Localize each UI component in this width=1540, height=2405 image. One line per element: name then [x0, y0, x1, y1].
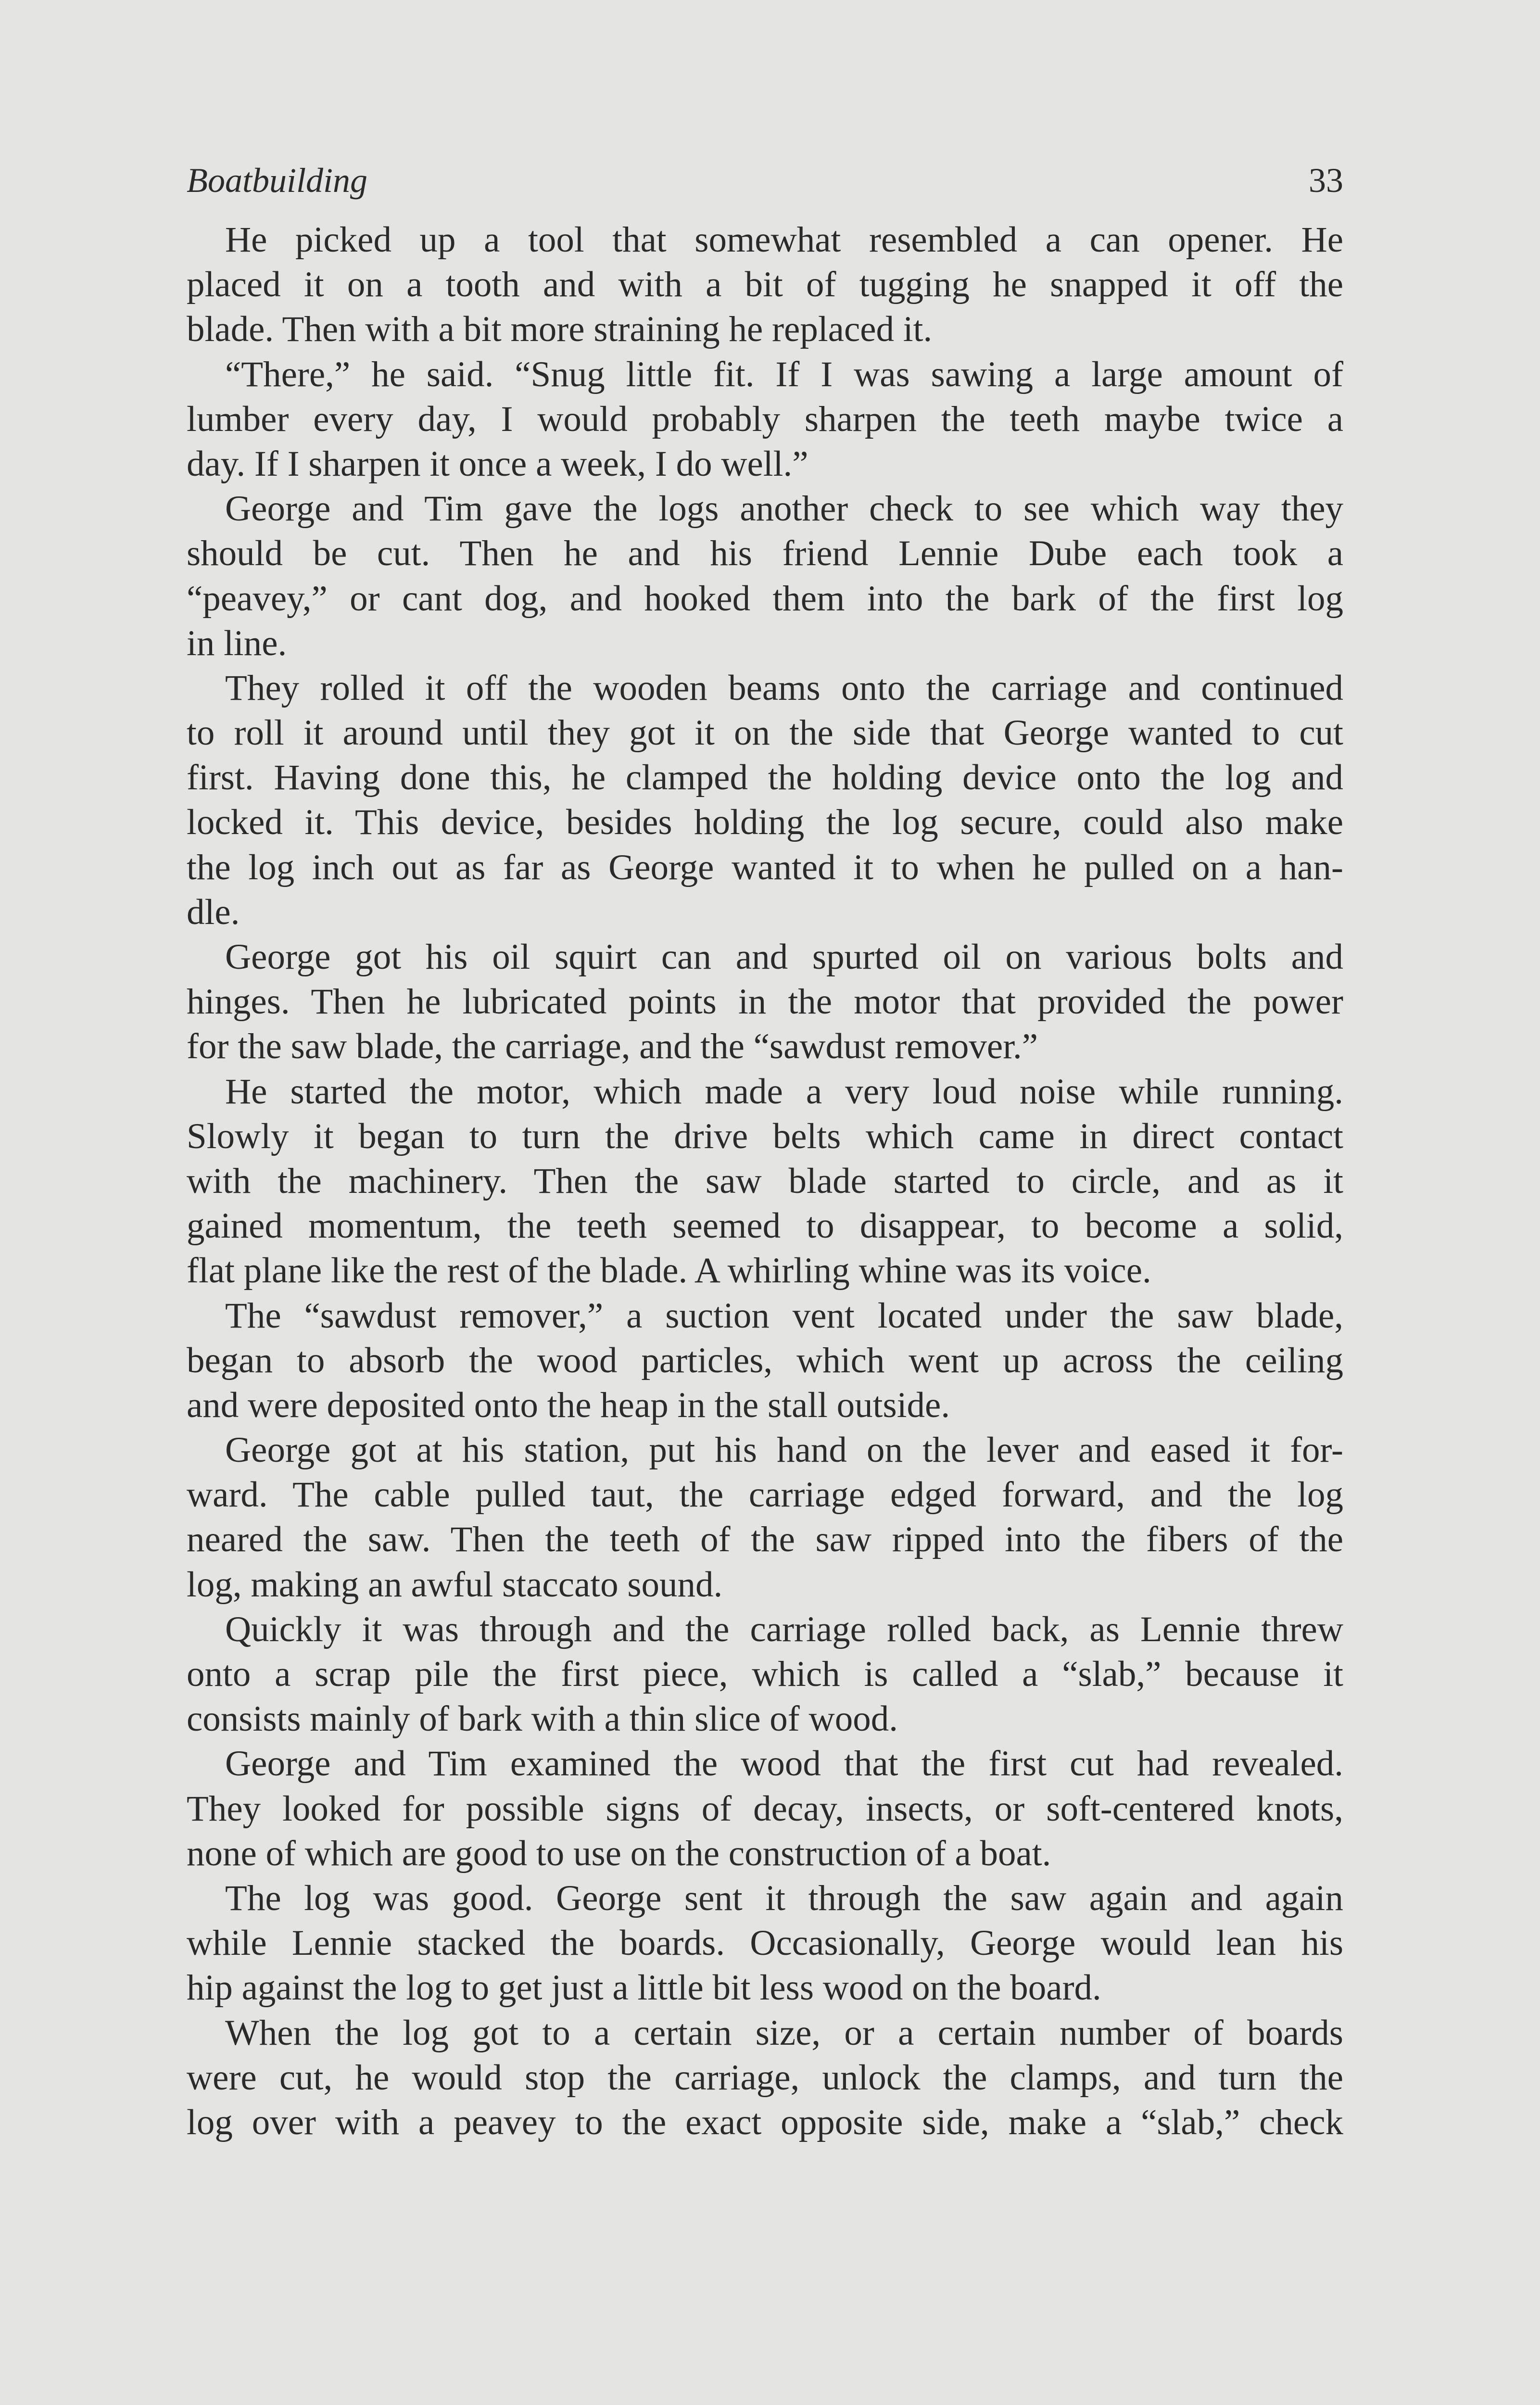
text-line: locked it. This device, besides holding the log secure, could also make: [187, 802, 1343, 843]
running-title: Boatbuilding: [187, 161, 367, 200]
text-line: The “sawdust remover,” a suction vent located under the saw blade,: [225, 1295, 1343, 1336]
text-line: The log was good. George sent it through the saw again and again: [225, 1878, 1343, 1918]
running-header: [187, 159, 1343, 202]
text-line: “There,” he said. “Snug little fit. If I was sawing a large amount of: [225, 354, 1343, 394]
text-line: blade. Then with a bit more straining he replaced it.: [187, 309, 933, 350]
text-line: in line.: [187, 623, 287, 663]
text-line: ward. The cable pulled taut, the carriage edged forward, and the log: [187, 1475, 1343, 1515]
page-number: 33: [1309, 161, 1343, 200]
text-line: log over with a peavey to the exact opposite side, make a “slab,” check: [187, 2102, 1343, 2142]
text-line: first. Having done this, he clamped the holding device onto the log and: [187, 758, 1343, 798]
text-line: dle.: [187, 892, 240, 932]
text-line: flat plane like the rest of the blade. A whirling whine was its voice.: [187, 1251, 1151, 1291]
text-line: placed it on a tooth and with a bit of tugging he snapped it off the: [187, 265, 1343, 305]
text-line: neared the saw. Then the teeth of the saw ripped into the fibers of the: [187, 1519, 1343, 1560]
text-line: log, making an awful staccato sound.: [187, 1564, 723, 1605]
text-line: day. If I sharpen it once a week, I do well.”: [187, 443, 808, 484]
text-line: He started the motor, which made a very loud noise while running.: [225, 1071, 1343, 1112]
text-line: while Lennie stacked the boards. Occasionally, George would lean his: [187, 1923, 1343, 1963]
text-line: should be cut. Then he and his friend Lennie Dube each took a: [187, 533, 1343, 574]
text-line: “peavey,” or cant dog, and hooked them into the bark of the first log: [187, 578, 1343, 619]
text-line: They rolled it off the wooden beams onto the carriage and continued: [225, 668, 1343, 708]
text-line: Quickly it was through and the carriage rolled back, as Lennie threw: [225, 1609, 1343, 1649]
text-line: lumber every day, I would probably sharpen the teeth maybe twice a: [187, 399, 1343, 439]
text-line: George and Tim gave the logs another check to see which way they: [225, 489, 1343, 529]
text-line: and were deposited onto the heap in the stall outside.: [187, 1385, 950, 1425]
text-line: George got at his station, put his hand on the lever and eased it for-: [225, 1430, 1343, 1470]
text-line: Slowly it began to turn the drive belts which came in direct contact: [187, 1116, 1343, 1156]
text-line: They looked for possible signs of decay, insects, or soft-centered knots,: [187, 1788, 1343, 1829]
text-line: were cut, he would stop the carriage, unlock the clamps, and turn the: [187, 2057, 1343, 2098]
text-line: He picked up a tool that somewhat resembled a can opener. He: [225, 220, 1343, 260]
text-line: the log inch out as far as George wanted it to when he pulled on a han-: [187, 847, 1343, 887]
text-line: none of which are good to use on the construction of a boat.: [187, 1833, 1051, 1873]
text-line: gained momentum, the teeth seemed to disappear, to become a solid,: [187, 1206, 1343, 1246]
text-line: George got his oil squirt can and spurted oil on various bolts and: [225, 937, 1343, 977]
text-line: with the machinery. Then the saw blade started to circle, and as it: [187, 1161, 1343, 1201]
text-line: hip against the log to get just a little bit less wood on the board.: [187, 1968, 1101, 2008]
text-line: When the log got to a certain size, or a certain number of boards: [225, 2013, 1343, 2053]
text-line: consists mainly of bark with a thin slice of wood.: [187, 1699, 898, 1739]
text-line: George and Tim examined the wood that the first cut had revealed.: [225, 1744, 1343, 1784]
body-text: [187, 217, 1343, 2145]
text-line: hinges. Then he lubricated points in the motor that provided the power: [187, 982, 1343, 1022]
text-line: onto a scrap pile the first piece, which is called a “slab,” because it: [187, 1654, 1343, 1694]
text-line: began to absorb the wood particles, which went up across the ceiling: [187, 1340, 1343, 1380]
text-line: to roll it around until they got it on the side that George wanted to cut: [187, 713, 1343, 753]
text-line: for the saw blade, the carriage, and the “sawdust remover.”: [187, 1026, 1038, 1067]
